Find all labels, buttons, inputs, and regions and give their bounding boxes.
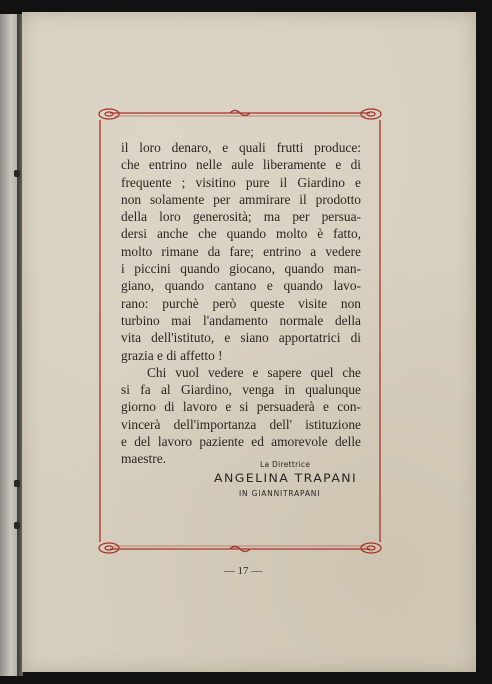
signature-role: La Direttrice bbox=[260, 460, 311, 469]
text-line: giano, quando cantano e quando lavo- bbox=[121, 278, 361, 294]
text-line: vita dell'istituto, e siano apportatrici di bbox=[121, 330, 361, 346]
text-line: maestre. bbox=[121, 451, 166, 467]
text-line: frequente ; visitino pure il Giardino e bbox=[121, 174, 361, 190]
text-line: il loro denaro, e quali frutti produce: bbox=[121, 140, 361, 155]
body-text bbox=[121, 139, 361, 468]
left-page-edge bbox=[0, 14, 18, 676]
text-line: turbino mai l'andamento normale della bbox=[121, 312, 361, 328]
signature-name: ANGELINA TRAPANI bbox=[214, 471, 358, 485]
text-line: non solamente per ammirare il prodotto bbox=[121, 191, 361, 207]
text-line: i piccini quando giocano, quando man- bbox=[121, 261, 361, 277]
text-line: molto rimane da fare; entrino a vedere bbox=[121, 243, 361, 259]
binding-staple bbox=[14, 170, 20, 177]
text-line: e del lavoro paziente ed amorevole delle bbox=[121, 434, 361, 450]
text-line: grazia e di affetto ! bbox=[121, 347, 223, 363]
binding-staple bbox=[14, 522, 20, 529]
text-line: giorno di lavoro e si persuaderà e con- bbox=[121, 399, 361, 415]
text-line: si fa al Giardino, venga in qualunque bbox=[121, 382, 361, 398]
text-line: Chi vuol vedere e sapere quel che bbox=[147, 364, 361, 380]
text-line: della loro generosità; ma per persua- bbox=[121, 209, 361, 225]
text-line: vincerà dell'importanza dell' istituzione bbox=[121, 416, 361, 432]
binding-staple bbox=[14, 480, 20, 487]
text-line: dersi anche che quando molto è fatto, bbox=[121, 226, 361, 242]
signature-subtitle: IN GIANNITRAPANI bbox=[239, 489, 321, 498]
text-line: che entrino nelle aule liberamente e di bbox=[121, 157, 361, 173]
page-number: — 17 — bbox=[223, 565, 263, 577]
text-line: rano: purchè però queste visite non bbox=[121, 295, 361, 311]
